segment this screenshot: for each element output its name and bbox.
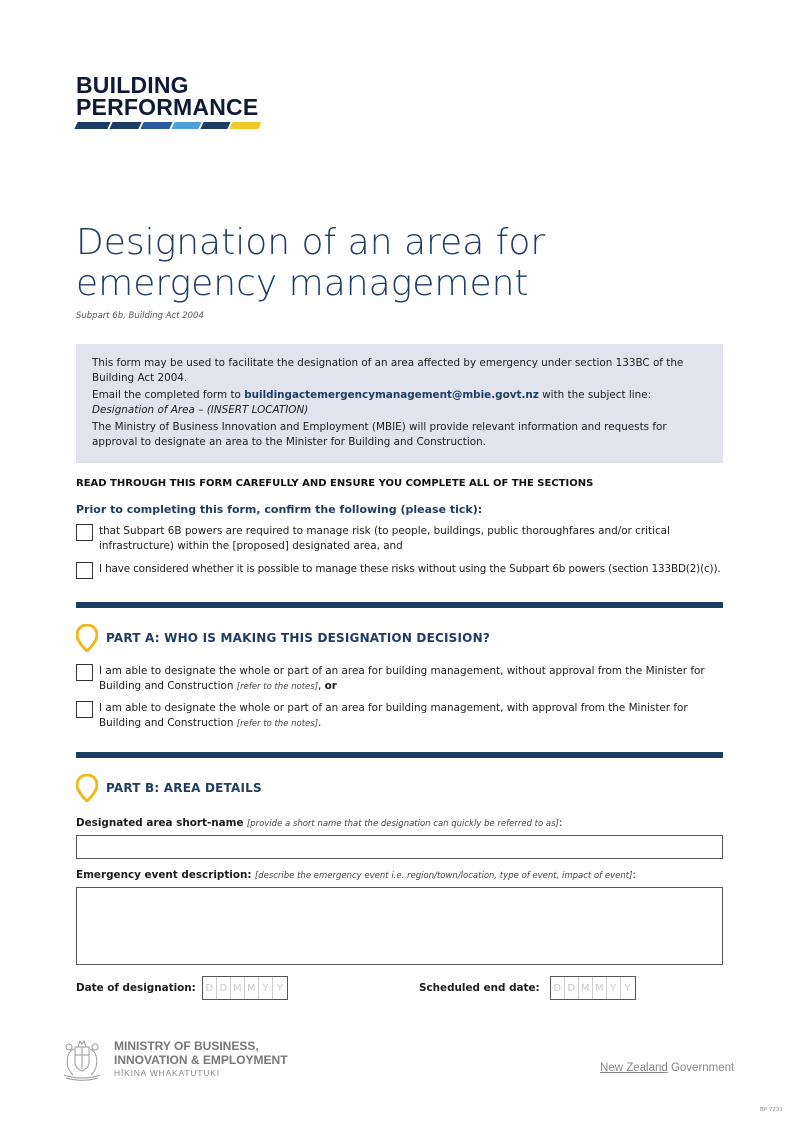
date-placeholder-m1: M (231, 977, 245, 999)
logo-bar-segment-4 (171, 122, 201, 129)
part-a-title: PART A: WHO IS MAKING THIS DESIGNATION DECISION? (106, 631, 490, 645)
short-name-label (76, 817, 562, 829)
part-b-header (76, 774, 262, 802)
location-pin-icon (76, 624, 98, 652)
part-a-option-2-note: [refer to the notes] (236, 719, 319, 729)
prior-checkbox-2[interactable] (76, 562, 93, 579)
part-a-option-2 (76, 701, 736, 732)
date-of-designation (76, 976, 288, 1000)
page-subtitle: Subpart 6b, Building Act 2004 (76, 311, 204, 321)
scheduled-end-date-input[interactable] (550, 976, 636, 1000)
part-a-option-1-suffix: , (318, 680, 325, 692)
title-line-2: emergency management (76, 263, 529, 304)
end-date-placeholder-m1: M (579, 977, 593, 999)
date-placeholder-m2: M (245, 977, 259, 999)
event-description-note: [describe the emergency event i.e. region/town/location, type of event, impact of event] (254, 871, 633, 881)
event-description-input[interactable] (76, 887, 723, 965)
part-a-option-2-suffix: . (318, 717, 322, 729)
form-reference: BP 7231 (760, 1107, 783, 1113)
part-a-checkbox-2[interactable] (76, 701, 93, 718)
date-placeholder-d2: D (217, 977, 231, 999)
short-name-label-text: Designated area short-name (76, 817, 244, 829)
part-a-option-1-note: [refer to the notes] (236, 682, 319, 692)
prior-item-1-text: that Subpart 6B powers are required to manage risk (to people, buildings, public thoroughfares and/or critical infrastructure) within the [proposed] designated area, and (99, 525, 670, 552)
date-placeholder-y2: Y (276, 982, 283, 994)
read-through-instruction: READ THROUGH THIS FORM CAREFULLY AND ENSURE YOU COMPLETE ALL OF THE SECTIONS (76, 478, 594, 489)
event-description-label-text: Emergency event description: (76, 869, 252, 881)
logo-bar-segment-3 (140, 122, 172, 129)
info-box (76, 344, 723, 463)
event-description-label (76, 869, 636, 881)
scheduled-end-date (419, 976, 636, 1000)
short-name-note: [provide a short name that the designation can quickly be referred to as] (246, 819, 559, 829)
logo-line-1: BUILDING (76, 72, 189, 98)
part-a-option-1 (76, 664, 736, 695)
info-paragraph-3: The Ministry of Business Innovation and Employment (MBIE) will provide relevant information and requests for approval to designate an area to the Minister for Building and Construction. (92, 421, 667, 448)
email-link[interactable]: buildingactemergencymanagement@mbie.govt.nz (244, 389, 539, 401)
logo-color-bar (76, 122, 262, 129)
prior-item-2 (76, 562, 736, 579)
location-pin-icon (76, 774, 98, 802)
end-date-placeholder-d2: D (565, 977, 579, 999)
mbie-footer-logo (58, 1035, 288, 1081)
mbie-line-3: HĪKINA WHAKATUTUKI (114, 1067, 220, 1078)
mbie-line-1: MINISTRY OF BUSINESS, (114, 1038, 259, 1053)
building-performance-logo (76, 74, 262, 129)
info-paragraph-2 (92, 388, 707, 418)
info-email-suffix: with the subject line: (538, 389, 652, 401)
logo-bar-segment-2 (109, 122, 141, 129)
part-a-option-1-text (99, 664, 719, 695)
page-title (76, 222, 676, 304)
mbie-wordmark (114, 1039, 288, 1078)
prior-checkbox-1[interactable] (76, 524, 93, 541)
prior-heading: Prior to completing this form, confirm the following (please tick): (76, 503, 483, 516)
part-a-header (76, 624, 490, 652)
date-of-designation-label: Date of designation: (76, 982, 196, 994)
part-a-checkbox-1[interactable] (76, 664, 93, 681)
logo-line-2: PERFORMANCE (76, 94, 259, 120)
logo-bar-segment-6 (229, 122, 261, 129)
nz-coat-of-arms-icon (58, 1035, 106, 1081)
scheduled-end-date-label: Scheduled end date: (419, 982, 540, 994)
logo-bar-segment-5 (200, 122, 230, 129)
nz-government-part-1: New Zealand (600, 1062, 668, 1074)
event-description-colon: : (632, 869, 636, 881)
prior-item-2-text: I have considered whether it is possible to manage these risks without using the Subpart 6b powers (section 133BD(2)(c)). (99, 563, 721, 575)
section-divider-1 (76, 602, 723, 608)
part-b-title: PART B: AREA DETAILS (106, 781, 262, 795)
mbie-line-2: INNOVATION & EMPLOYMENT (114, 1052, 288, 1067)
end-date-placeholder-m2: M (593, 977, 607, 999)
part-a-or: or (324, 680, 337, 692)
info-subject-line: Designation of Area – (INSERT LOCATION) (92, 404, 309, 416)
date-placeholder-y1: Y (259, 977, 273, 999)
part-a-option-2-text (99, 701, 699, 732)
logo-bar-segment-1 (74, 122, 110, 129)
title-line-1: Designation of an area for (76, 222, 546, 263)
part-a-option-2-body: I am able to designate the whole or part of an area for building management, with approval from the Minister for Building and Construction (99, 702, 688, 729)
nz-government-logo (600, 1062, 734, 1074)
part-a-option-1-body: I am able to designate the whole or part of an area for building management, without approval from the Minister for Building and Construction (99, 665, 705, 692)
end-date-placeholder-d1: D (551, 977, 565, 999)
short-name-input[interactable] (76, 835, 723, 859)
nz-government-part-2: Government (667, 1062, 735, 1074)
section-divider-2 (76, 752, 723, 758)
info-email-prefix: Email the completed form to (92, 389, 245, 401)
info-paragraph-1: This form may be used to facilitate the designation of an area affected by emergency under section 133BC of the Building Act 2004. (92, 357, 684, 384)
date-of-designation-input[interactable] (202, 976, 288, 1000)
prior-item-1 (76, 524, 736, 554)
end-date-placeholder-y2: Y (624, 982, 631, 994)
date-placeholder-d1: D (203, 977, 217, 999)
end-date-placeholder-y1: Y (607, 977, 621, 999)
short-name-colon: : (558, 817, 563, 829)
